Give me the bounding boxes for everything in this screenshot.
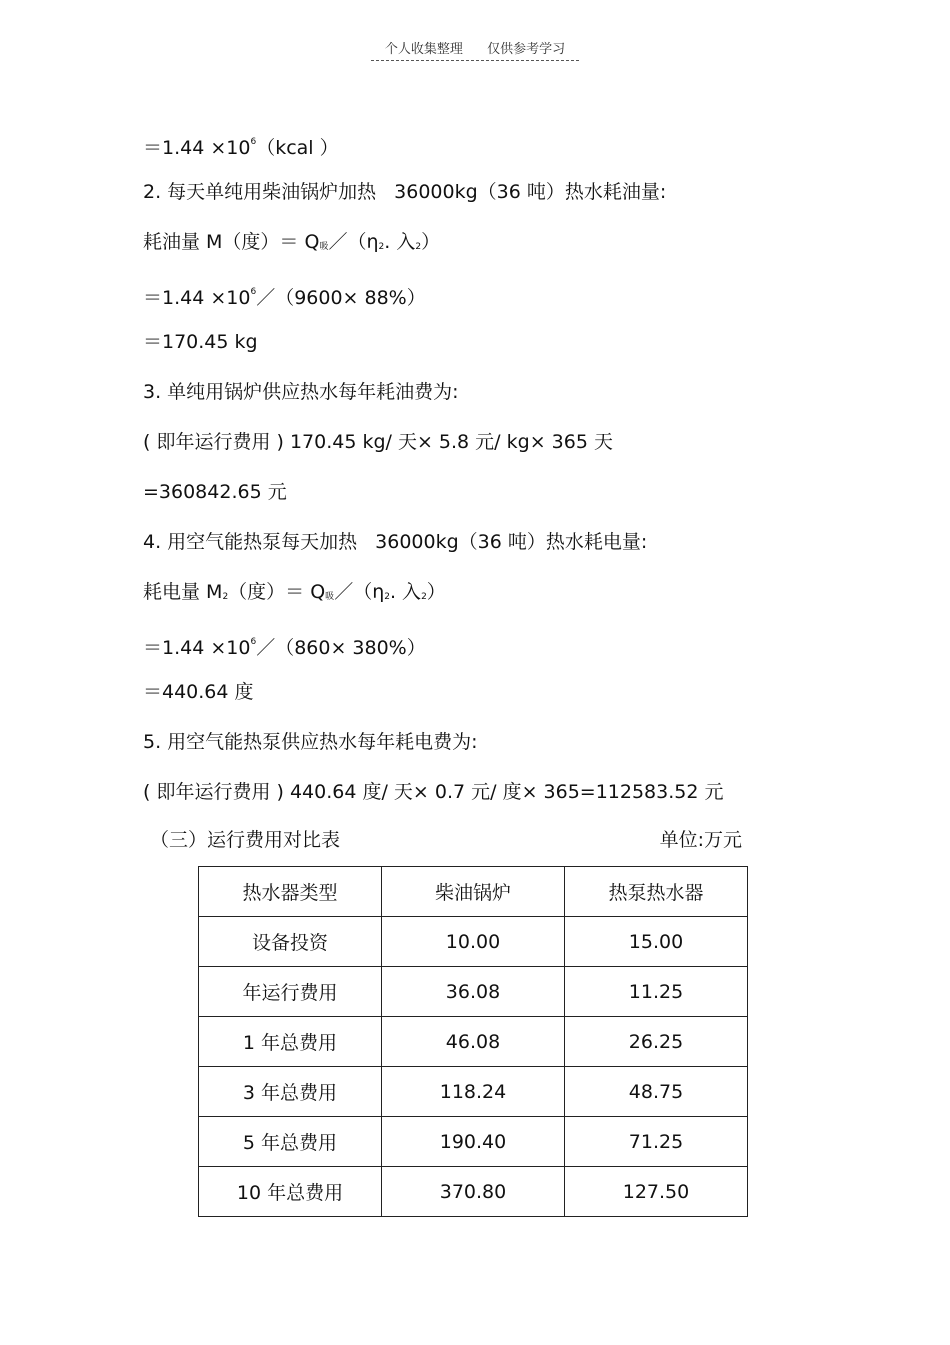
table-cell: 26.25 (565, 1017, 748, 1067)
table-cell: 118.24 (382, 1067, 565, 1117)
subscript: 2 (421, 592, 427, 602)
subscript: 吸 (325, 592, 335, 602)
exponent: 6 (250, 137, 257, 147)
table-cell: 15.00 (565, 917, 748, 967)
table-cell: 5 年总费用 (199, 1117, 382, 1167)
table-header-cell: 热水器类型 (199, 867, 382, 917)
formula-text: . 入 (384, 231, 416, 253)
header-left: 个人收集整理 (384, 42, 463, 57)
power-result-line: ＝440.64 度 (143, 681, 254, 703)
table-cell: 10 年总费用 (199, 1167, 382, 1217)
formula-text: ／（η (328, 231, 379, 253)
formula-text: ／（860× 380%） (256, 637, 426, 659)
exponent: 6 (250, 637, 257, 647)
table-cell: 10.00 (382, 917, 565, 967)
table-cell: 3 年总费用 (199, 1067, 382, 1117)
oil-calc-line (143, 280, 426, 310)
table-row (199, 1167, 748, 1217)
page-header (0, 38, 950, 61)
step-4-heading (143, 530, 647, 554)
formula-text: ） (426, 581, 446, 603)
step-2-text-b: 36000kg（36 吨）热水耗油量: (394, 181, 667, 203)
step-4-text-a: 4. 用空气能热泵每天加热 (143, 531, 358, 553)
oil-annual-cost-line: ( 即年运行费用 ) 170.45 kg/ 天× 5.8 元/ kg× 365 天 (143, 431, 613, 453)
subscript: 2 (222, 592, 229, 602)
step-3-heading: 3. 单纯用锅炉供应热水每年耗油费为: (143, 381, 459, 403)
table-cell: 71.25 (565, 1117, 748, 1167)
step-5-heading: 5. 用空气能热泵供应热水每年耗电费为: (143, 731, 478, 753)
power-annual-cost-line: ( 即年运行费用 ) 440.64 度/ 天× 0.7 元/ 度× 365=112583.52 元 (143, 781, 724, 803)
table-cell: 年运行费用 (199, 967, 382, 1017)
table-row (199, 967, 748, 1017)
table-row (199, 1017, 748, 1067)
formula-text: （度）＝ Q (228, 581, 326, 603)
table-cell: 11.25 (565, 967, 748, 1017)
table-header-row (199, 867, 748, 917)
oil-annual-cost-result: =360842.65 元 (143, 481, 287, 503)
formula-text: 耗油量 M（度）＝ Q (143, 231, 320, 253)
oil-result-line: ＝170.45 kg (143, 331, 258, 353)
formula-text: ＝1.44 ×10 (143, 637, 251, 659)
step-2-text-a: 2. 每天单纯用柴油锅炉加热 (143, 181, 377, 203)
formula-text: ＝1.44 ×10 (143, 287, 251, 309)
table-cell: 48.75 (565, 1067, 748, 1117)
table-header-cell: 热泵热水器 (565, 867, 748, 917)
table-header-cell: 柴油锅炉 (382, 867, 565, 917)
power-calc-line (143, 630, 426, 660)
table-row (199, 917, 748, 967)
subscript: 2 (378, 242, 385, 252)
formula-text: ／（η (334, 581, 385, 603)
subscript: 2 (415, 242, 422, 252)
subscript: 2 (384, 592, 390, 602)
table-caption-row (150, 828, 742, 852)
header-text (371, 38, 579, 61)
oil-formula-line (143, 230, 440, 259)
table-cell: 370.80 (382, 1167, 565, 1217)
table-cell: 设备投资 (199, 917, 382, 967)
table-cell: 127.50 (565, 1167, 748, 1217)
formula-unit: （kcal ） (256, 137, 339, 159)
power-formula-line (143, 580, 446, 609)
formula-line-1 (143, 130, 339, 160)
table-unit: 单位:万元 (659, 829, 742, 851)
formula-text: 耗电量 M (143, 581, 223, 603)
exponent: 6 (250, 287, 257, 297)
formula-text: ＝1.44 ×10 (143, 137, 251, 159)
table-caption: （三）运行费用对比表 (150, 829, 341, 851)
table-row (199, 1067, 748, 1117)
step-2-heading (143, 180, 666, 204)
table-cell: 36.08 (382, 967, 565, 1017)
subscript: 吸 (319, 242, 329, 252)
cost-comparison-table (198, 866, 748, 1217)
formula-text: ／（9600× 88%） (256, 287, 426, 309)
table-cell: 190.40 (382, 1117, 565, 1167)
table-cell: 46.08 (382, 1017, 565, 1067)
table-row (199, 1117, 748, 1167)
step-4-text-b: 36000kg（36 吨）热水耗电量: (375, 531, 648, 553)
table-cell: 1 年总费用 (199, 1017, 382, 1067)
formula-text: . 入 (389, 581, 422, 603)
header-right: 仅供参考学习 (487, 42, 566, 57)
formula-text: ） (421, 231, 441, 253)
